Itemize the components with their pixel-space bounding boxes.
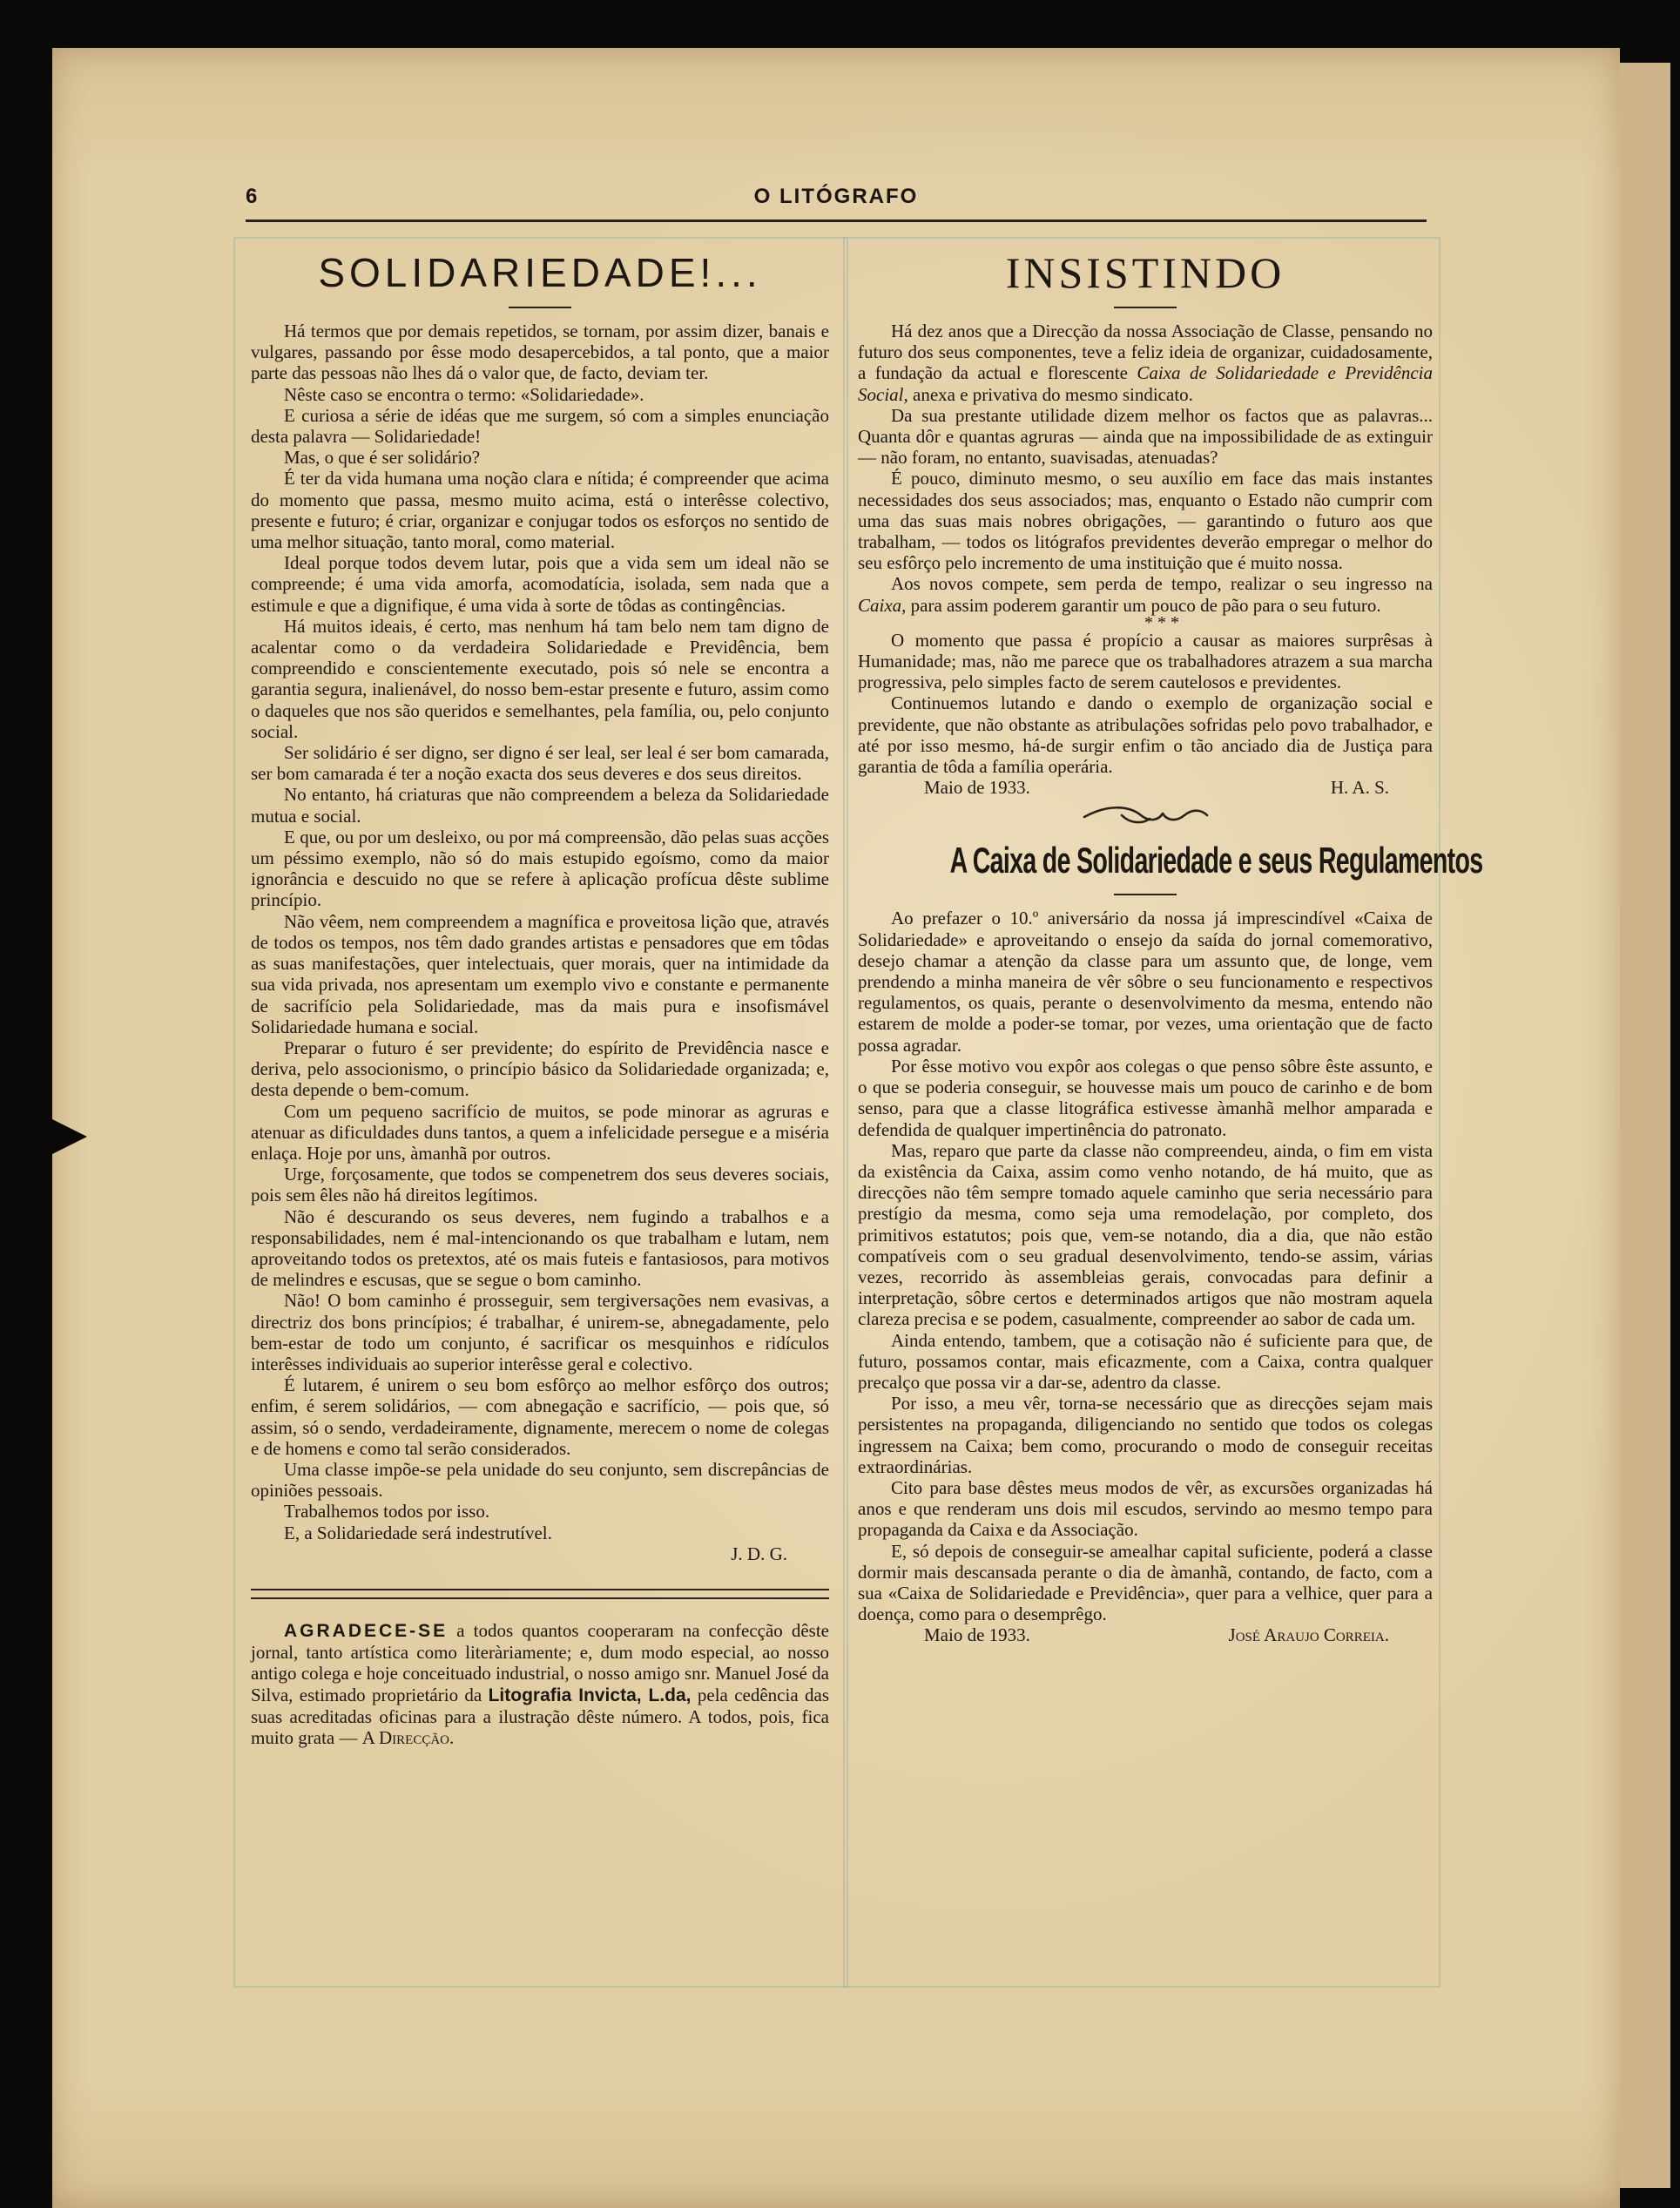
company-name: Litografia Invicta, L.da, (488, 1685, 692, 1705)
paragraph: Ideal porque todos devem lutar, pois que a vida sem um ideal não se compreende; é uma vida amorfa, acomodatícia, isolada, sem nada que a estimule e que a dignifique, é uma vida à sorte de tôdas as contingências. (251, 552, 829, 616)
article-date: Maio de 1933. (924, 777, 1030, 799)
title-divider (1114, 894, 1177, 895)
paragraph (858, 573, 1433, 615)
right-column (858, 247, 1483, 1646)
article-signature: H. A. S. (1330, 777, 1389, 799)
paragraph: Não vêem, nem compreendem a magnífica e proveitosa lição que, através de todos os tempos, nos têm dado grandes artistas e pensadores que em tôdas as suas manifestações, quer intelectuais, quer morais, quer na intimidade da sua vida privada, nos apresentam um exemplo vivo e constante e permanente de sacrifício pela Solidariedade, mas da mais pura e insofismável Solidariedade humana e social. (251, 910, 829, 1037)
article-signature: José Araujo Correia. (1228, 1624, 1389, 1646)
paragraph: Ao prefazer o 10.º aniversário da nossa já imprescindível «Caixa de Solidariedade» e aproveitando o ensejo da saída do jornal comemorativo, desejo chamar a atenção da classe para um assunto que, de longe, vem prendendo a minha maneira de vêr sôbre o seu funcionamento e respectivos regulamentos, os quais, perante o desenvolvimento da mesma, entendo não estarem de molde a poder-se tomar, por vezes, uma orientação que de facto possa agradar. (858, 908, 1433, 1056)
paragraph: Preparar o futuro é ser previdente; do espírito de Previdência nasce e deriva, pelo associonismo, o princípio básico da Solidariedade organizada; e, desta depende o bem-comum. (251, 1036, 829, 1101)
paragraph: Nêste caso se encontra o termo: «Solidariedade». (284, 383, 644, 405)
institution-name: Caixa de Solidariedade e Previdência Social, (858, 362, 1433, 405)
paragraph-text: para assim poderem garantir um pouco de pão para o seu futuro. (910, 594, 1381, 616)
paragraph: Com um pequeno sacrifício de muitos, se pode minorar as agruras e atenuar as dificuldades duns tantos, a quem a infelicidade persegue e a miséria enlaça. Hoje por uns, àmanhã por outros. (251, 1100, 829, 1164)
paragraph: É ter da vida humana uma noção clara e nítida; é compreender que acima do momento que passa, mesmo muito acima, está o interêsse colectivo, presente e futuro; é criar, organizar e conjugar todos os esforços no sentido de uma melhor situação, tanto moral, como material. (251, 468, 829, 553)
paragraph: E, a Solidariedade será indestrutível. (284, 1522, 552, 1543)
paragraph: E, só depois de conseguir-se amealhar capital suficiente, poderá a classe dormir mais descansada perante o dia de àmanhã, contando, de facto, com a sua «Caixa de Solidariedade e Previdência», quer para a velhice, quer para a doença, como para o desemprêgo. (858, 1540, 1433, 1625)
paragraph: Por isso, a meu vêr, torna-se necessário que as direcções sejam mais persistentes na propaganda, diligenciando no sentido que todos os colegas ingressem na Caixa; bem como, procurando o modo de conseguir receitas extraordinárias. (858, 1393, 1433, 1477)
ornamental-swash-icon (1080, 801, 1211, 827)
paragraph: Ser solidário é ser digno, ser digno é ser leal, ser leal é ser bom camarada, ser bom camarada é ter a noção exacta dos seus deveres e dos seus direitos. (251, 742, 829, 785)
acknowledgement-signed: A Direcção. (361, 1727, 455, 1748)
paragraph: É lutarem, é unirem o seu bom esfôrço ao melhor esfôrço dos outros; enfim, é serem solidários, — com abnegação e sacrifício, — pois que, só assim, só o sendo, verdadeiramente, dignamente, merecem o nome de colegas e de homens e como tal serão considerados. (251, 1374, 829, 1459)
paragraph-text: Há dez anos que a Direcção da nossa Associação de Classe, pensando no futuro dos seus componentes, teve a feliz ideia de organizar, cuidadosamente, a fundação da actual e florescente (858, 321, 1433, 384)
paragraph: Da sua prestante utilidade dizem melhor os factos que as palavras... Quanta dôr e quantas agruras — ainda que na impossibilidade de as extinguir — não foram, no entanto, suavisadas, atenuadas? (858, 404, 1433, 469)
title-divider (509, 307, 571, 308)
article-date: Maio de 1933. (924, 1624, 1030, 1646)
article-signature: J. D. G. (731, 1543, 787, 1564)
paragraph: Urge, forçosamente, que todos se compenetrem dos seus deveres sociais, pois sem êles não há direitos legítimos. (251, 1164, 829, 1206)
paragraph: Não! O bom caminho é prosseguir, sem tergiversações nem evasivas, a directriz dos bons princípios; é trabalhar, é unirem-se, abnegadamente, pelo bem-estar de todo um conjunto, é sacrificar os mesquinhos e ridículos interêsses individuais ao superior interêsse geral e colectivo. (251, 1290, 829, 1374)
paragraph: É pouco, diminuto mesmo, o seu auxílio em face das mais instantes necessidades dos seus associados; mas, enquanto o Estado não cumprir com uma das suas mais nobres obrigações, — garantindo o futuro aos que trabalham, — todos os litógrafos previdentes deverão empregar o melhor do seu esfôrço pelo incremento de uma instituição que é muito nossa. (858, 468, 1433, 574)
title-divider (1114, 307, 1177, 308)
section-asterisks: * * * (1144, 612, 1179, 632)
dateline (858, 1624, 1433, 1645)
paragraph: E que, ou por um desleixo, ou por má compreensão, dão pelas suas acções um péssimo exemplo, não só do mais estupido egoísmo, como da maior ignorância e descuido no que se refere à aplicação profícua dêste sublime princípio. (251, 826, 829, 911)
paragraph-text: Aos novos compete, sem perda de tempo, realizar o seu ingresso na (891, 573, 1433, 595)
paragraph: Há termos que por demais repetidos, se tornam, por assim dizer, banais e vulgares, passando por êsse modo desapercebidos, a tal ponto, que a maior parte das pessoas não lhes dá o valor que, de facto, deviam ter. (251, 321, 829, 384)
paragraph: Não é descurando os seus deveres, nem fugindo a trabalhos e a responsabilidades, nem é mal-intencionando os que trabalham e lutam, nem aproveitando todos os pretextos, até os mais futeis e fantasiosos, para motivos de melindres e escusas, que se segue o bom caminho. (251, 1205, 829, 1291)
dateline (858, 777, 1433, 798)
paragraph: Mas, o que é ser solidário? (284, 447, 481, 469)
paragraph: Mas, reparo que parte da classe não compreendeu, ainda, o fim em vista da existência da Caixa, assim como venho notando, de há muito, que as direcções não têm sempre tomado aquele caminho que seria necessário para prestígio da mesma, como seja uma remodelação, por completo, dos primitivos estatutos; pois que, vem-se notando, dia a dia, que não estão compatíveis com o seu gradual desenvolvimento, tendo-se assim, várias vezes, recorrido às assembleias gerais, convocadas para definir a interpretação, sôbre certos e determinados artigos que não mostram aquela clareza precisa e se podem, casualmente, compreender ao sabor de cada um. (858, 1139, 1433, 1330)
acknowledgement-text-end: pela cedência das suas acreditadas oficinas para a ilustração dêste número. A todos, pois, fica muito grata — (251, 1684, 830, 1748)
page-number: 6 (246, 185, 258, 208)
paragraph: Há muitos ideais, é certo, mas nenhum há tam belo nem tam digno de acalentar como o da verdadeira Solidariedade e Previdência, bem compreendido e conscientemente executado, pois só nele se encontra a garantia segura, inalienável, do nosso bem-estar presente e futuro, assim como o daqueles que nos são queridos e semelhantes, pela família, ou, pelo conjunto social. (251, 615, 829, 742)
page-header (246, 185, 1427, 222)
article-body-insistindo (858, 321, 1433, 798)
article-title-insistindo: INSISTINDO (1005, 248, 1285, 297)
article-body-caixa (858, 908, 1433, 1645)
paragraph: Por êsse motivo vou expôr aos colegas o que penso sôbre êste assunto, e o que se poderia conseguir, se houvesse mais um pouco de carinho e de bom senso, para que a classe litográfica estivesse àmanhã melhor amparada e defendida de qualquer impertinência do patronato. (858, 1055, 1433, 1140)
paragraph: Uma classe impõe-se pela unidade do seu conjunto, sem discrepâncias de opiniões pessoais. (251, 1458, 829, 1502)
paragraph: O momento que passa é propício a causar as maiores surprêsas à Humanidade; mas, não me parece que os trabalhadores atrazem a sua marcha progressiva, pelo simples facto de serem cautelosos e previdentes. (858, 629, 1433, 693)
paragraph: Cito para base dêstes meus modos de vêr, as excursões organizadas há anos e que renderam uns dois mil escudos, servindo ao mesmo tempo para propaganda da Caixa e da Associação. (858, 1476, 1433, 1541)
section-double-rule (251, 1589, 829, 1599)
acknowledgement-notice (251, 1620, 829, 1748)
article-title-caixa: A Caixa de Solidariedade e seus Regulamentos (949, 840, 1483, 881)
paragraph: No entanto, há criaturas que não compreendem a beleza da Solidariedade mutua e social. (251, 784, 829, 827)
left-column (251, 247, 829, 1748)
paragraph-text: anexa e privativa do mesmo sindicato. (913, 383, 1193, 405)
article-title-solidariedade: SOLIDARIEDADE!... (318, 250, 762, 295)
paragraph: Trabalhemos todos por isso. (284, 1501, 490, 1523)
paragraph: Ainda entendo, tambem, que a cotisação não é suficiente para que, de futuro, possamos contar, mais eficazmente, com a Caixa, contra qualquer precalço que possa vir a dar-se, adentro da classe. (858, 1329, 1433, 1393)
paragraph (858, 321, 1433, 405)
article-body-solidariedade (251, 321, 829, 1564)
acknowledgement-text: a todos quantos cooperaram na confecção dêste jornal, tanto artística como literàriamente; e, dum modo especial, ao nosso antigo colega e hoje conceituado industrial, o nosso amigo snr. Manuel José da Silva, estimado proprietário da (251, 1619, 830, 1705)
paragraph: E curiosa a série de idéas que me surgem, só com a simples enunciação desta palavra — Solidariedade! (251, 404, 829, 448)
acknowledgement-label: AGRADECE-SE (284, 1620, 449, 1641)
caixa-name: Caixa, (858, 594, 907, 616)
paragraph: Continuemos lutando e dando o exemplo de organização social e previdente, que não obstante as atribulações sofridas pelo povo trabalhador, e até por isso mesmo, há-de surgir enfim o tão anciado dia de Justiça para garantia de tôda a família operária. (858, 692, 1433, 778)
newspaper-title: O LITÓGRAFO (753, 185, 919, 208)
